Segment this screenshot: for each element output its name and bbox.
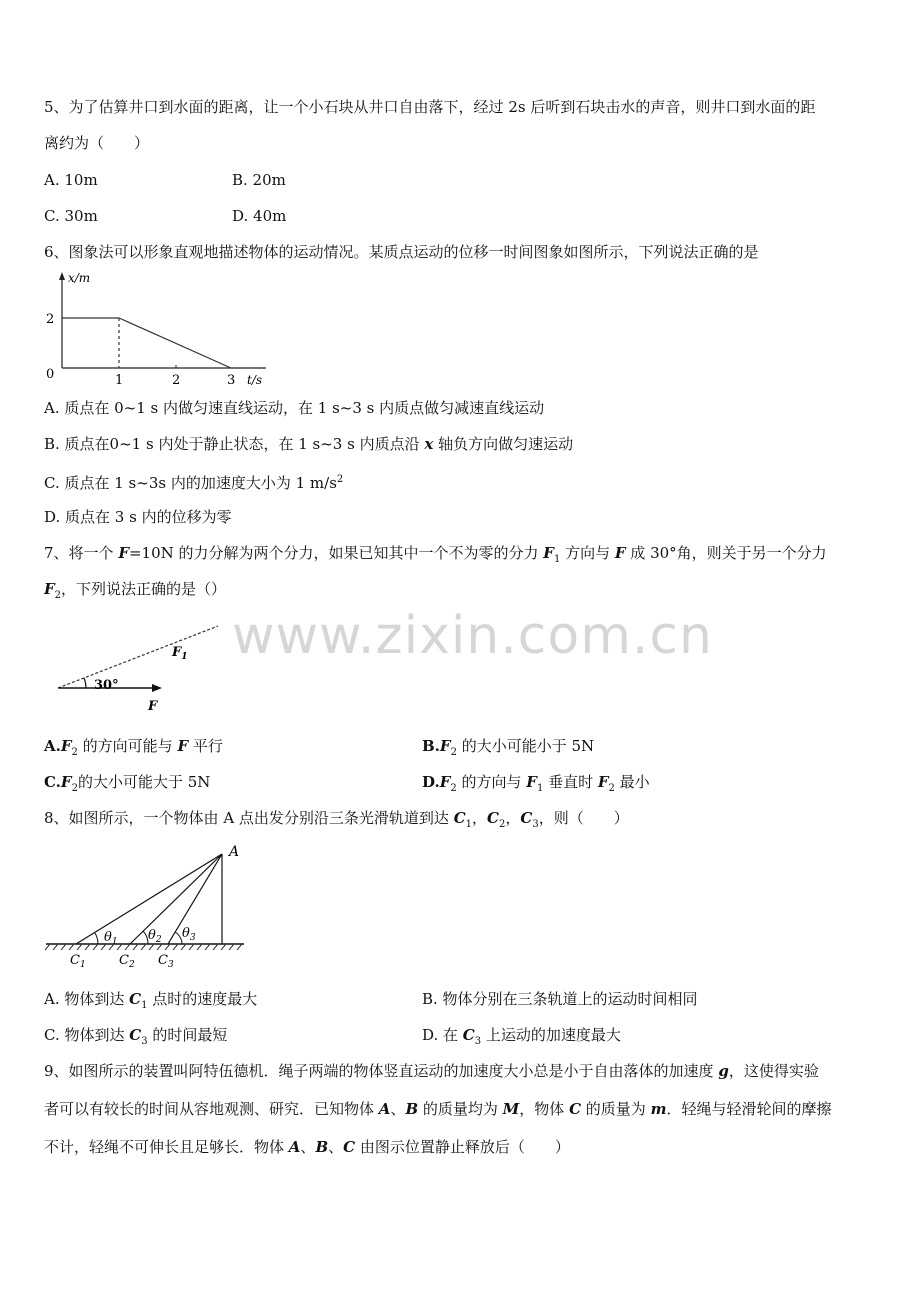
q7-force-decomposition-figure — [50, 616, 230, 716]
point-a-label: A — [229, 844, 240, 860]
y-tick-2: 2 — [46, 312, 55, 327]
q6-stem: 6、图象法可以形象直观地描述物体的运动情况。某质点运动的位移一时间图象如图所示，下列说法正确的是 — [44, 243, 759, 261]
angle-label: 30° — [94, 678, 119, 693]
ground-hatching — [45, 944, 242, 950]
q8-inclined-tracks-figure — [42, 838, 252, 973]
graph-segment-decline — [119, 318, 231, 368]
q5-stem-line2: 离约为（ ） — [44, 134, 150, 152]
q5-option-a: A. 10m — [44, 171, 98, 189]
c3-label: $C_3$ — [158, 953, 174, 970]
q6-option-b: B. 质点在0~1 s 内处于静止状态，在 1 s~3 s 内质点沿 x 轴负方向做匀速运动 — [44, 435, 574, 453]
q7-option-d: $D.F_2$ 的方向与 $F_1$ 垂直时 $F_2$ 最小 — [422, 773, 650, 794]
f1-direction-line — [58, 626, 218, 688]
q6-option-a: A. 质点在 0~1 s 内做匀速直线运动，在 1 s~3 s 内质点做匀减速直线运动 — [44, 399, 545, 417]
q8-option-c: C. 物体到达 $C_3$ 的时间最短 — [44, 1026, 228, 1047]
q7-option-b: $B.F_2$ 的大小可能小于 5N — [422, 737, 595, 758]
angle-arc — [84, 678, 86, 688]
x-tick-3: 3 — [227, 373, 236, 388]
q8-option-b: B. 物体分别在三条轨道上的运动时间相同 — [422, 990, 698, 1008]
angle-arc-1 — [95, 933, 98, 944]
c1-label: $C_1$ — [70, 953, 86, 970]
theta2-label: $\theta_2$ — [148, 928, 162, 945]
angle-arc-3 — [175, 932, 182, 944]
q5-stem-line1: 5、为了估算井口到水面的距离，让一个小石块从井口自由落下，经过 2s 后听到石块击水的声音，则井口到水面的距 — [44, 98, 816, 116]
q5-option-b: B. 20m — [232, 171, 286, 189]
force-f-arrowhead — [152, 684, 162, 692]
watermark: www.zixin.com.cn — [232, 606, 713, 666]
q7-option-c: $C.F_2$的大小可能大于 5N — [44, 773, 211, 794]
x-tick-2: 2 — [172, 373, 181, 388]
q8-stem: 8、如图所示，一个物体由 A 点出发分别沿三条光滑轨道到达 $C_1$，$C_2$，$C_3$，则（ ） — [44, 809, 629, 830]
q9-stem-line3: 不计，轻绳不可伸长且足够长．物体 A、B、C 由图示位置静止释放后（ ） — [44, 1138, 570, 1156]
q9-stem-line2: 者可以有较长的时间从容地观测、研究．已知物体 A、B 的质量均为 M，物体 C 的质量为 m．轻绳与轻滑轮间的摩擦 — [44, 1100, 832, 1118]
theta1-label: $\theta_1$ — [104, 930, 118, 947]
q7-option-a: $A.F_2$ 的方向可能与 F 平行 — [44, 737, 223, 758]
q6-option-d: D. 质点在 3 s 内的位移为零 — [44, 508, 232, 526]
q7-stem-line1: 7、将一个 F=10N 的力分解为两个分力，如果已知其中一个不为零的分力 $F_1$ 方向与 F 成 30°角，则关于另一个分力 — [44, 544, 827, 565]
origin-label: 0 — [46, 367, 55, 382]
q8-option-d: D. 在 $C_3$ 上运动的加速度最大 — [422, 1026, 621, 1047]
q9-stem-line1: 9、如图所示的装置叫阿特伍德机．绳子两端的物体竖直运动的加速度大小总是小于自由落体的加速度 g，这使得实验 — [44, 1062, 819, 1080]
q5-option-d: D. 40m — [232, 207, 287, 225]
q6-displacement-time-graph — [40, 268, 280, 393]
f1-label: $F_1$ — [172, 645, 188, 662]
y-axis-arrow — [59, 272, 65, 280]
q5-option-c: C. 30m — [44, 207, 98, 225]
q8-option-a: A. 物体到达 $C_1$ 点时的速度最大 — [44, 990, 258, 1011]
c2-label: $C_2$ — [119, 953, 135, 970]
q6-option-c: C. 质点在 1 s~3s 内的加速度大小为 1 $m/s^2$ — [44, 474, 344, 492]
x-axis-label: t/s — [247, 373, 263, 387]
q7-stem-line2: $F_2$，下列说法正确的是（） — [44, 580, 227, 601]
x-tick-1: 1 — [115, 373, 124, 388]
y-axis-label: x/m — [68, 271, 91, 285]
f-label: F — [148, 699, 158, 714]
theta3-label: $\theta_3$ — [182, 926, 196, 943]
